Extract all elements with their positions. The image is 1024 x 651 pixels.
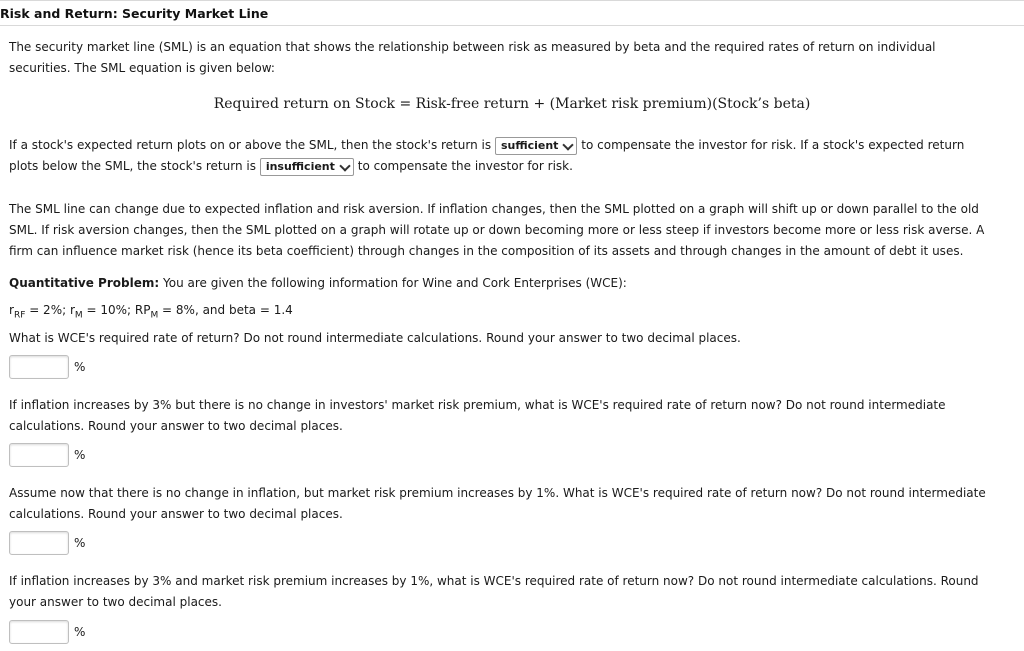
question-4-line-2: your answer to two decimal places. [9, 595, 222, 609]
shift-line-2: SML. If risk aversion changes, then the SML plotted on a graph will rotate up or down becoming more or less steep if investors become more or less risk averse. A [9, 223, 985, 237]
rf-subscript: RF [13, 310, 26, 321]
intro-line-1: The security market line (SML) is an equation that shows the relationship between risk as measured by beta and the required rates of return on individual [9, 40, 936, 54]
r-symbol: r [9, 303, 14, 317]
intro-line-2: securities. The SML equation is given below: [9, 61, 275, 75]
question-2-answer [9, 443, 85, 467]
rm-value: = 10%; RP [82, 303, 151, 317]
problem-label: Quantitative Problem: [9, 276, 160, 290]
question-3-line-1: Assume now that there is no change in inflation, but market risk premium increases by 1%. What is WCE's required rate of return now? Do not round intermediate [9, 486, 986, 500]
rm-subscript: M [74, 310, 83, 321]
chevron-down-icon [563, 139, 574, 150]
question-1-line-1: What is WCE's required rate of return? Do not round intermediate calculations. Round your answer to two decimal places. [9, 331, 741, 345]
problem-givens [9, 300, 1017, 326]
compensation-part-2: to compensate the investor for risk. If a stock's expected return [581, 138, 965, 152]
question-4-input[interactable] [9, 620, 69, 644]
shift-line-3: firm can influence market risk (hence its beta coefficient) through changes in the composition of its assets and through changes in the amount of debt it uses. [9, 244, 964, 258]
sufficiency-dropdown-2[interactable] [260, 158, 354, 176]
sml-shift-paragraph [9, 199, 1017, 262]
compensation-part-3: plots below the SML, the stock's return is [9, 159, 256, 173]
problem-text: You are given the following information for Wine and Cork Enterprises (WCE): [163, 276, 627, 290]
rpm-subscript: M [150, 310, 159, 321]
question-3-input[interactable] [9, 531, 69, 555]
question-2-text [9, 395, 1017, 437]
question-2-line-2: calculations. Round your answer to two decimal places. [9, 419, 343, 433]
shift-line-1: The SML line can change due to expected inflation and risk aversion. If inflation changes, then the SML plotted on a graph will shift up or down parallel to the old [9, 202, 979, 216]
problem-intro [9, 273, 1017, 294]
page-title: Risk and Return: Security Market Line [0, 6, 269, 21]
percent-unit: % [74, 536, 86, 550]
question-4-line-1: If inflation increases by 3% and market risk premium increases by 1%, what is WCE's required rate of return now? Do not round intermediate calculations. Round [9, 574, 979, 588]
question-2-input[interactable] [9, 443, 69, 467]
dropdown-2-value: insufficient [265, 160, 335, 173]
question-2-line-1: If inflation increases by 3% but there is no change in investors' market risk premium, what is WCE's required rate of return now? Do not round intermediate [9, 398, 946, 412]
dropdown-1-value: sufficient [500, 139, 559, 152]
question-1-text [9, 328, 1017, 349]
question-3-line-2: calculations. Round your answer to two decimal places. [9, 507, 343, 521]
title-bar [0, 0, 1024, 26]
question-4-answer [9, 620, 85, 644]
chevron-down-icon [339, 160, 350, 171]
question-1-input[interactable] [9, 355, 69, 379]
question-3-answer [9, 531, 85, 555]
rpm-beta-values: = 8%, and beta = 1.4 [158, 303, 293, 317]
sufficiency-dropdown-1[interactable] [495, 137, 578, 155]
rf-value: = 2%; [25, 303, 70, 317]
compensation-part-1: If a stock's expected return plots on or above the SML, then the stock's return is [9, 138, 492, 152]
question-3-text [9, 483, 1017, 525]
compensation-paragraph [9, 135, 1017, 177]
r-symbol: r [69, 303, 75, 317]
sml-equation: Required return on Stock = Risk-free return + (Market risk premium)(Stock’s beta) [213, 96, 811, 112]
question-4-text [9, 571, 1017, 613]
compensation-part-4: to compensate the investor for risk. [357, 159, 573, 173]
percent-unit: % [74, 625, 86, 639]
percent-unit: % [74, 360, 86, 374]
intro-paragraph [9, 37, 1017, 79]
percent-unit: % [74, 448, 86, 462]
question-1-answer [9, 355, 85, 379]
